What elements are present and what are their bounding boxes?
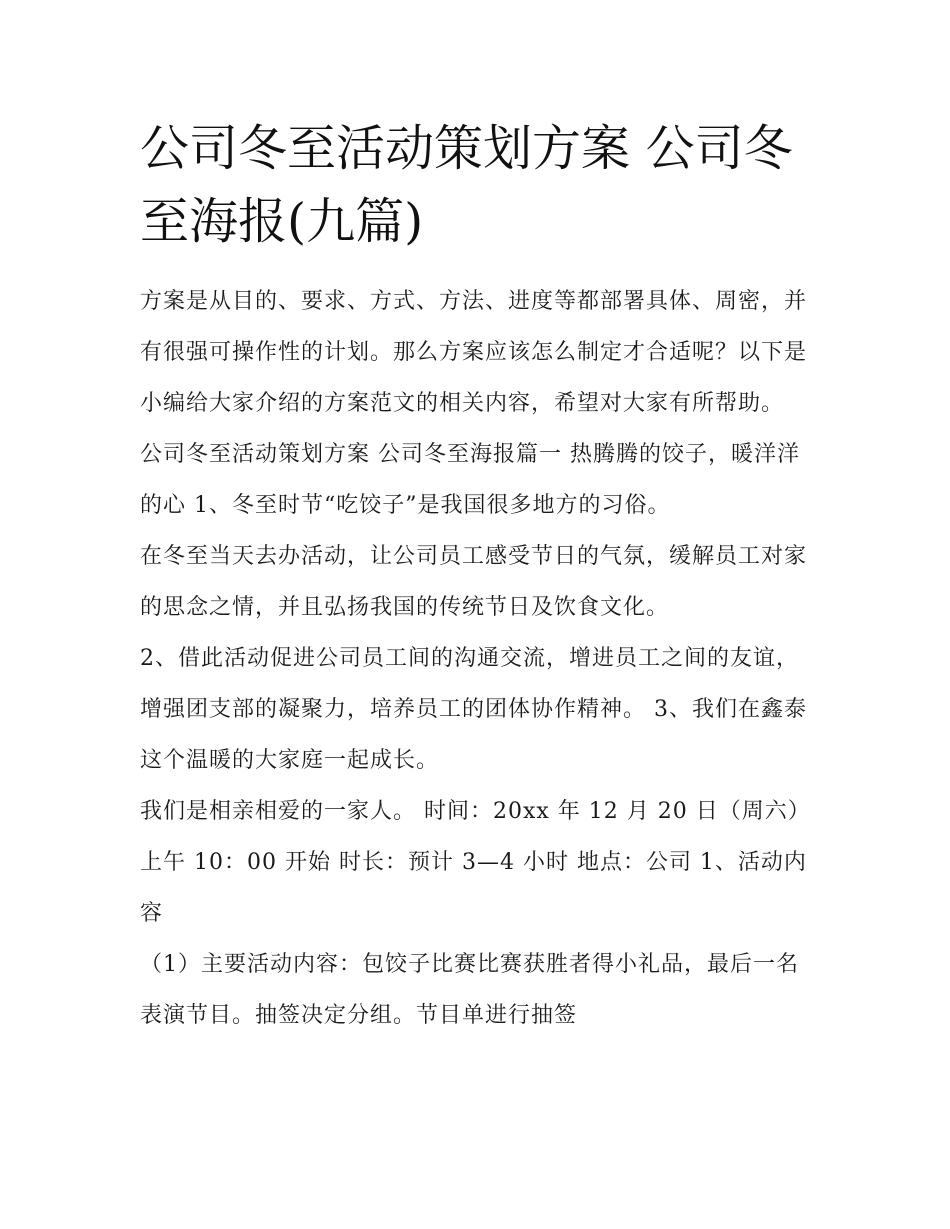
paragraph-section-one: 公司冬至活动策划方案 公司冬至海报篇一 热腾腾的饺子，暖洋洋的心 1、冬至时节“吃饺子”是我国很多地方的习俗。: [140, 442, 800, 518]
paragraph-purpose: 在冬至当天去办活动，让公司员工感受节日的气氛，缓解员工对家的思念之情，并且弘扬我国的传统节日及饮食文化。: [140, 544, 808, 620]
paragraph-schedule: 我们是相亲相爱的一家人。 时间：20xx 年 12 月 20 日（周六）上午 10：00 开始 时长：预计 3—4 小时 地点：公司 1、活动内容: [140, 799, 811, 926]
document-title: 公司冬至活动策划方案 公司冬至海报(九篇): [140, 120, 793, 250]
paragraph-intro: 方案是从目的、要求、方式、方法、进度等都部署具体、周密，并有很强可操作性的计划。那么方案应该怎么制定才合适呢？以下是小编给大家介绍的方案范文的相关内容，希望对大家有所帮助。: [140, 289, 808, 416]
paragraph-goals: 2、借此活动促进公司员工间的沟通交流，增进员工之间的友谊，增强团支部的凝聚力，培养员工的团体协作精神。 3、我们在鑫泰这个温暖的大家庭一起成长。: [140, 646, 807, 773]
document-body: [140, 276, 820, 1041]
paragraph-activities: （1）主要活动内容：包饺子比赛比赛获胜者得小礼品，最后一名表演节目。抽签决定分组。节目单进行抽签: [140, 952, 799, 1028]
